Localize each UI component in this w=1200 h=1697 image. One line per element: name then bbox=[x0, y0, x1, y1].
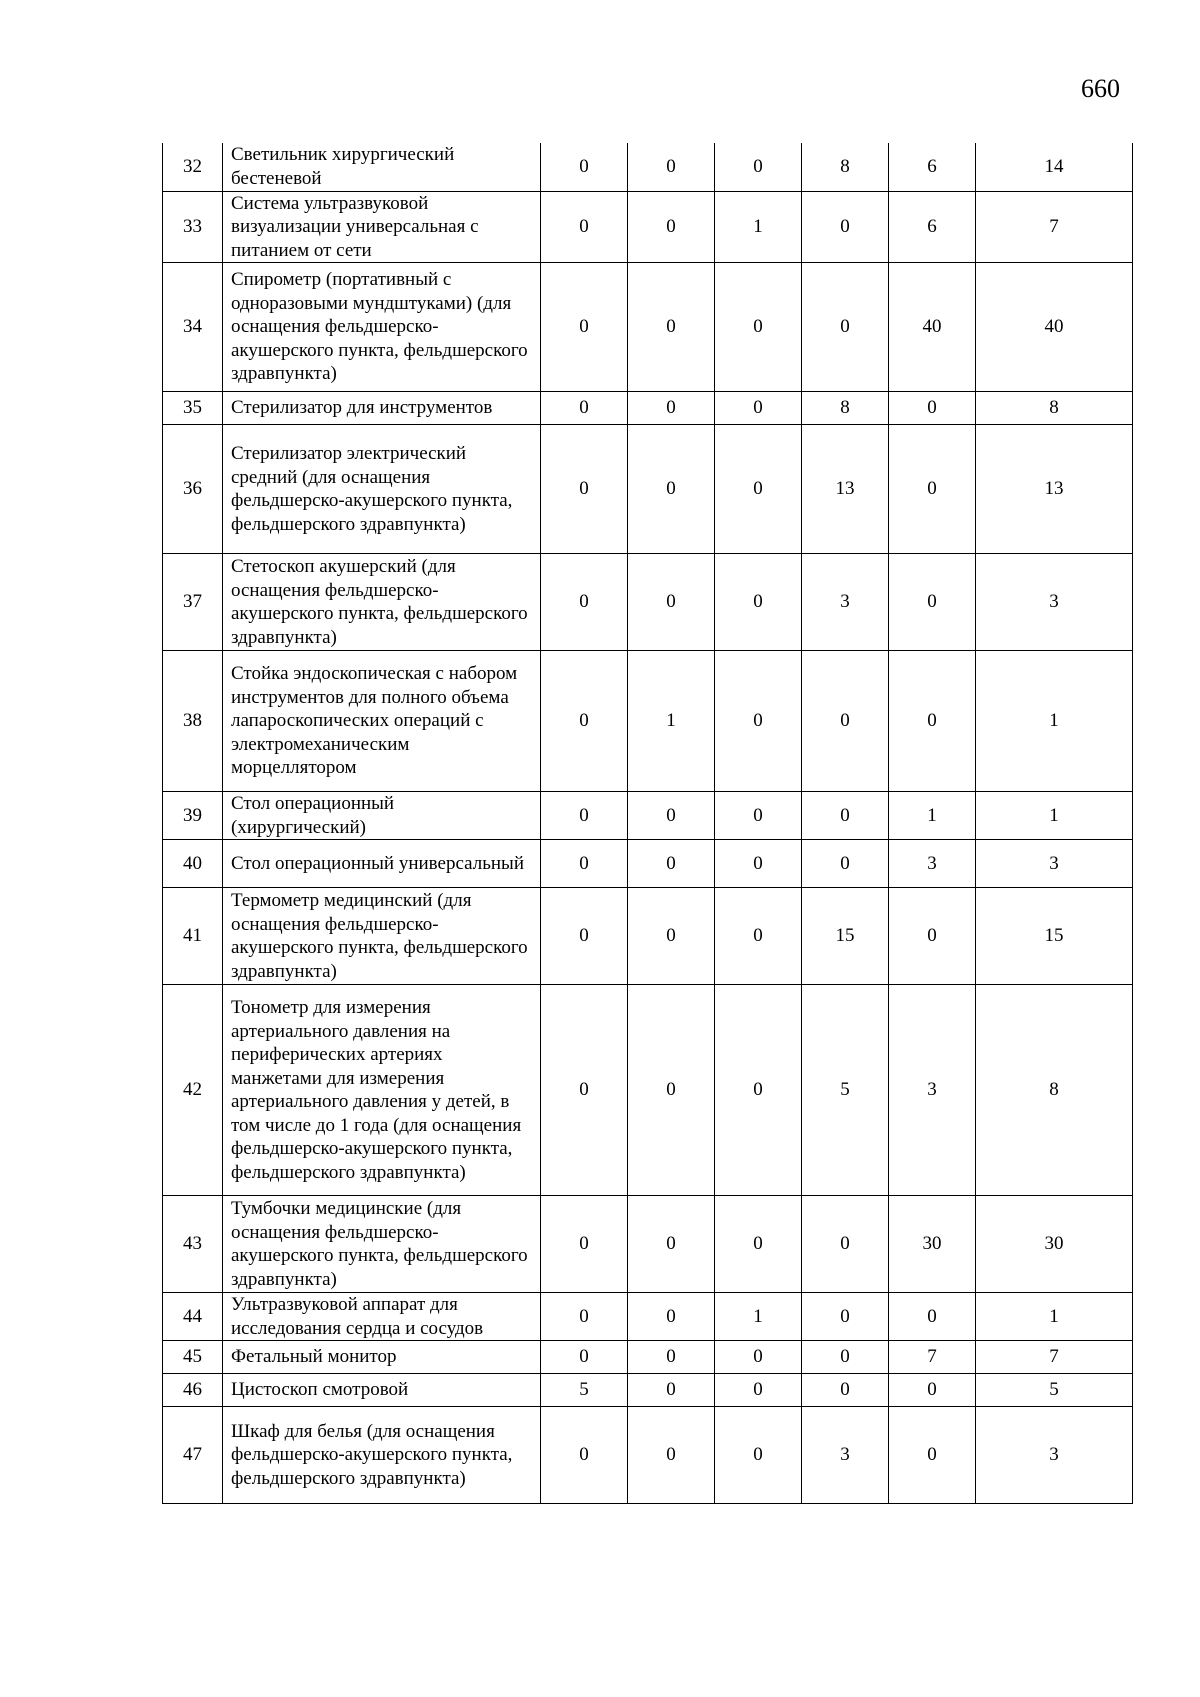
equipment-name-cell: Фетальный монитор bbox=[223, 1341, 541, 1374]
quantity-cell: 0 bbox=[628, 840, 715, 888]
equipment-name-cell: Спирометр (портативный с одноразовыми мундштуками) (для оснащения фельдшерско-акушерского пункта, фельдшерского здравпункта) bbox=[223, 263, 541, 392]
table-row bbox=[163, 263, 1133, 392]
quantity-cell: 0 bbox=[628, 143, 715, 191]
quantity-cell: 0 bbox=[541, 191, 628, 263]
quantity-cell: 3 bbox=[802, 554, 889, 651]
row-number-cell: 43 bbox=[163, 1196, 223, 1293]
row-number-cell: 41 bbox=[163, 888, 223, 985]
page-number: 660 bbox=[1081, 74, 1120, 103]
total-cell: 8 bbox=[976, 392, 1133, 425]
quantity-cell: 0 bbox=[541, 263, 628, 392]
quantity-cell: 7 bbox=[889, 1341, 976, 1374]
quantity-cell: 0 bbox=[628, 888, 715, 985]
quantity-cell: 0 bbox=[715, 651, 802, 792]
quantity-cell: 0 bbox=[628, 1374, 715, 1407]
quantity-cell: 0 bbox=[802, 792, 889, 840]
total-cell: 3 bbox=[976, 554, 1133, 651]
table-row bbox=[163, 840, 1133, 888]
quantity-cell: 0 bbox=[802, 1341, 889, 1374]
row-number-cell: 38 bbox=[163, 651, 223, 792]
quantity-cell: 0 bbox=[715, 392, 802, 425]
quantity-cell: 13 bbox=[802, 425, 889, 554]
quantity-cell: 1 bbox=[715, 191, 802, 263]
quantity-cell: 0 bbox=[889, 1407, 976, 1504]
quantity-cell: 0 bbox=[541, 651, 628, 792]
total-cell: 3 bbox=[976, 1407, 1133, 1504]
quantity-cell: 0 bbox=[715, 1196, 802, 1293]
equipment-name-cell: Ультразвуковой аппарат для исследования сердца и сосудов bbox=[223, 1293, 541, 1341]
row-number-cell: 35 bbox=[163, 392, 223, 425]
quantity-cell: 0 bbox=[628, 191, 715, 263]
quantity-cell: 0 bbox=[541, 888, 628, 985]
quantity-cell: 0 bbox=[628, 985, 715, 1196]
quantity-cell: 0 bbox=[889, 392, 976, 425]
table-row bbox=[163, 1341, 1133, 1374]
quantity-cell: 3 bbox=[889, 985, 976, 1196]
quantity-cell: 6 bbox=[889, 143, 976, 191]
quantity-cell: 0 bbox=[541, 554, 628, 651]
quantity-cell: 0 bbox=[628, 1196, 715, 1293]
quantity-cell: 0 bbox=[628, 392, 715, 425]
table-row bbox=[163, 191, 1133, 263]
quantity-cell: 8 bbox=[802, 392, 889, 425]
quantity-cell: 0 bbox=[715, 985, 802, 1196]
quantity-cell: 0 bbox=[802, 191, 889, 263]
total-cell: 7 bbox=[976, 191, 1133, 263]
table-row bbox=[163, 143, 1133, 191]
table-row bbox=[163, 1374, 1133, 1407]
quantity-cell: 0 bbox=[628, 1407, 715, 1504]
quantity-cell: 0 bbox=[541, 1407, 628, 1504]
row-number-cell: 45 bbox=[163, 1341, 223, 1374]
row-number-cell: 37 bbox=[163, 554, 223, 651]
quantity-cell: 0 bbox=[715, 1407, 802, 1504]
equipment-name-cell: Стерилизатор электрический средний (для оснащения фельдшерско-акушерского пункта, фельдшерского здравпункта) bbox=[223, 425, 541, 554]
quantity-cell: 0 bbox=[802, 1196, 889, 1293]
quantity-cell: 0 bbox=[541, 425, 628, 554]
quantity-cell: 0 bbox=[541, 840, 628, 888]
table-row bbox=[163, 888, 1133, 985]
total-cell: 40 bbox=[976, 263, 1133, 392]
quantity-cell: 5 bbox=[802, 985, 889, 1196]
equipment-name-cell: Шкаф для белья (для оснащения фельдшерско-акушерского пункта, фельдшерского здравпункта) bbox=[223, 1407, 541, 1504]
quantity-cell: 0 bbox=[802, 1293, 889, 1341]
table-row bbox=[163, 1407, 1133, 1504]
quantity-cell: 0 bbox=[802, 651, 889, 792]
row-number-cell: 39 bbox=[163, 792, 223, 840]
quantity-cell: 0 bbox=[628, 1341, 715, 1374]
quantity-cell: 0 bbox=[715, 554, 802, 651]
row-number-cell: 46 bbox=[163, 1374, 223, 1407]
quantity-cell: 0 bbox=[541, 392, 628, 425]
total-cell: 30 bbox=[976, 1196, 1133, 1293]
equipment-name-cell: Стерилизатор для инструментов bbox=[223, 392, 541, 425]
quantity-cell: 0 bbox=[715, 425, 802, 554]
quantity-cell: 30 bbox=[889, 1196, 976, 1293]
quantity-cell: 3 bbox=[889, 840, 976, 888]
quantity-cell: 0 bbox=[802, 840, 889, 888]
total-cell: 15 bbox=[976, 888, 1133, 985]
quantity-cell: 0 bbox=[889, 425, 976, 554]
total-cell: 14 bbox=[976, 143, 1133, 191]
quantity-cell: 40 bbox=[889, 263, 976, 392]
total-cell: 1 bbox=[976, 651, 1133, 792]
equipment-name-cell: Стол операционный универсальный bbox=[223, 840, 541, 888]
total-cell: 3 bbox=[976, 840, 1133, 888]
quantity-cell: 0 bbox=[715, 840, 802, 888]
quantity-cell: 0 bbox=[715, 1374, 802, 1407]
table-row bbox=[163, 651, 1133, 792]
row-number-cell: 36 bbox=[163, 425, 223, 554]
quantity-cell: 0 bbox=[715, 143, 802, 191]
row-number-cell: 40 bbox=[163, 840, 223, 888]
table-row bbox=[163, 1196, 1133, 1293]
quantity-cell: 0 bbox=[541, 1341, 628, 1374]
equipment-name-cell: Стойка эндоскопическая с набором инструментов для полного объема лапароскопических операций с электромеханическим морцеллятором bbox=[223, 651, 541, 792]
quantity-cell: 0 bbox=[628, 1293, 715, 1341]
equipment-name-cell: Тумбочки медицинские (для оснащения фельдшерско-акушерского пункта, фельдшерского здравпункта) bbox=[223, 1196, 541, 1293]
total-cell: 5 bbox=[976, 1374, 1133, 1407]
equipment-name-cell: Цистоскоп смотровой bbox=[223, 1374, 541, 1407]
total-cell: 1 bbox=[976, 792, 1133, 840]
quantity-cell: 0 bbox=[802, 1374, 889, 1407]
equipment-name-cell: Система ультразвуковой визуализации универсальная с питанием от сети bbox=[223, 191, 541, 263]
quantity-cell: 0 bbox=[541, 143, 628, 191]
quantity-cell: 0 bbox=[541, 792, 628, 840]
quantity-cell: 0 bbox=[715, 792, 802, 840]
quantity-cell: 1 bbox=[715, 1293, 802, 1341]
quantity-cell: 0 bbox=[889, 651, 976, 792]
total-cell: 13 bbox=[976, 425, 1133, 554]
row-number-cell: 47 bbox=[163, 1407, 223, 1504]
equipment-name-cell: Тонометр для измерения артериального давления на периферических артериях манжетами для измерения артериального давления у детей, в том числе до 1 года (для оснащения фельдшерско-акушерского пункта, фельдшерского здравпункта) bbox=[223, 985, 541, 1196]
total-cell: 7 bbox=[976, 1341, 1133, 1374]
table-row bbox=[163, 985, 1133, 1196]
row-number-cell: 32 bbox=[163, 143, 223, 191]
row-number-cell: 42 bbox=[163, 985, 223, 1196]
quantity-cell: 0 bbox=[541, 1196, 628, 1293]
row-number-cell: 33 bbox=[163, 191, 223, 263]
quantity-cell: 0 bbox=[628, 263, 715, 392]
quantity-cell: 15 bbox=[802, 888, 889, 985]
quantity-cell: 0 bbox=[715, 888, 802, 985]
quantity-cell: 0 bbox=[541, 1293, 628, 1341]
quantity-cell: 0 bbox=[889, 554, 976, 651]
quantity-cell: 0 bbox=[889, 888, 976, 985]
quantity-cell: 6 bbox=[889, 191, 976, 263]
quantity-cell: 0 bbox=[541, 985, 628, 1196]
quantity-cell: 3 bbox=[802, 1407, 889, 1504]
quantity-cell: 0 bbox=[802, 263, 889, 392]
equipment-name-cell: Термометр медицинский (для оснащения фельдшерско-акушерского пункта, фельдшерского здравпункта) bbox=[223, 888, 541, 985]
quantity-cell: 0 bbox=[889, 1374, 976, 1407]
total-cell: 8 bbox=[976, 985, 1133, 1196]
quantity-cell: 0 bbox=[889, 1293, 976, 1341]
row-number-cell: 34 bbox=[163, 263, 223, 392]
row-number-cell: 44 bbox=[163, 1293, 223, 1341]
equipment-name-cell: Стетоскоп акушерский (для оснащения фельдшерско-акушерского пункта, фельдшерского здравпункта) bbox=[223, 554, 541, 651]
quantity-cell: 0 bbox=[628, 554, 715, 651]
table-row bbox=[163, 1293, 1133, 1341]
table-row bbox=[163, 554, 1133, 651]
table-row bbox=[163, 392, 1133, 425]
total-cell: 1 bbox=[976, 1293, 1133, 1341]
quantity-cell: 0 bbox=[715, 1341, 802, 1374]
quantity-cell: 0 bbox=[628, 792, 715, 840]
equipment-name-cell: Стол операционный (хирургический) bbox=[223, 792, 541, 840]
quantity-cell: 0 bbox=[715, 263, 802, 392]
quantity-cell: 0 bbox=[628, 425, 715, 554]
table-row bbox=[163, 425, 1133, 554]
quantity-cell: 5 bbox=[541, 1374, 628, 1407]
equipment-table-body bbox=[163, 143, 1133, 1504]
quantity-cell: 8 bbox=[802, 143, 889, 191]
equipment-name-cell: Светильник хирургический бестеневой bbox=[223, 143, 541, 191]
quantity-cell: 1 bbox=[628, 651, 715, 792]
equipment-table bbox=[162, 143, 1133, 1504]
table-row bbox=[163, 792, 1133, 840]
quantity-cell: 1 bbox=[889, 792, 976, 840]
